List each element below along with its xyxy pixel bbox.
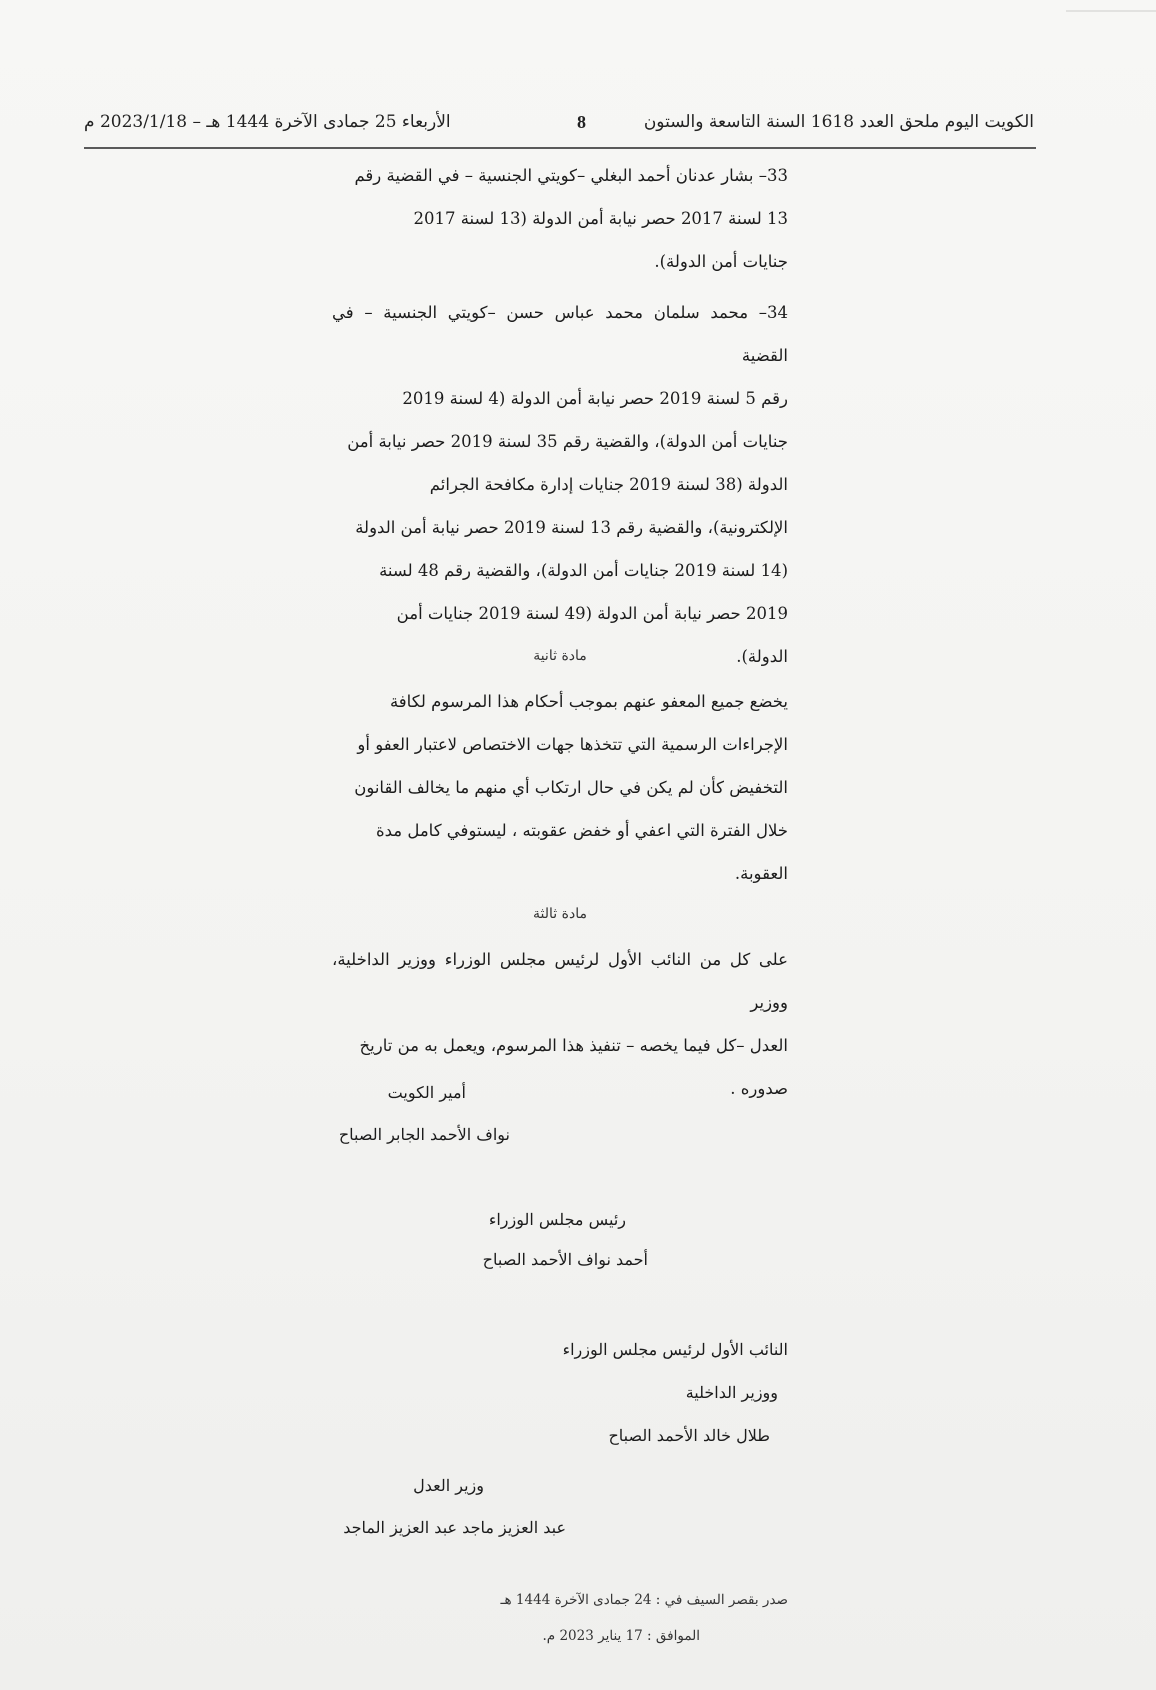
list-item-33 <box>332 154 788 283</box>
list-item-line: 34– محمد سلمان محمد عباس حسن –كويتي الجنسية – في القضية <box>332 303 788 365</box>
article-line: التخفيض كأن لم يكن في حال ارتكاب أي منهم ما يخالف القانون <box>354 778 788 797</box>
article-line: الإجراءات الرسمية التي تتخذها جهات الاختصاص لاعتبار العفو أو <box>357 735 788 754</box>
header-publication: الكويت اليوم ملحق العدد 1618 السنة التاسعة والستون <box>643 112 1034 132</box>
article-3-heading: مادة ثالثة <box>533 906 587 922</box>
article-line: العقوبة. <box>734 864 788 883</box>
list-item-line: جنايات أمن الدولة). <box>654 252 788 271</box>
justice-minister-title: وزير العدل <box>413 1476 484 1495</box>
list-item-line: جنايات أمن الدولة)، والقضية رقم 35 لسنة 2019 حصر نيابة أمن <box>347 432 788 451</box>
list-item-line: (14 لسنة 2019 جنايات أمن الدولة)، والقضية رقم 48 لسنة <box>379 561 788 580</box>
list-item-line: 13 لسنة 2017 حصر نيابة أمن الدولة (13 لسنة 2017 <box>413 209 788 228</box>
article-line: على كل من النائب الأول لرئيس مجلس الوزراء ووزير الداخلية، ووزير <box>332 950 788 1012</box>
article-2-heading: مادة ثانية <box>533 648 587 664</box>
header-page-number: 8 <box>577 112 586 132</box>
article-line: صدوره . <box>730 1079 788 1098</box>
pm-name: أحمد نواف الأحمد الصباح <box>482 1250 648 1269</box>
justice-minister-name: عبد العزيز ماجد عبد العزيز الماجد <box>343 1518 566 1537</box>
article-line: العدل –كل فيما يخصه – تنفيذ هذا المرسوم، ويعمل به من تاريخ <box>359 1036 788 1055</box>
emir-name: نواف الأحمد الجابر الصباح <box>338 1125 510 1144</box>
scan-edge-mark <box>1066 10 1156 12</box>
corresponding-date: الموافق : 17 يناير 2023 م. <box>542 1628 700 1644</box>
header-rule <box>84 147 1036 149</box>
header-date: الأربعاء 25 جمادى الآخرة 1444 هـ – 2023/1/18 م <box>84 112 451 132</box>
list-item-34 <box>332 291 788 678</box>
list-item-line: 33– بشار عدنان أحمد البغلي –كويتي الجنسية – في القضية رقم <box>354 166 788 185</box>
list-item-line: 2019 حصر نيابة أمن الدولة (49 لسنة 2019 جنايات أمن <box>396 604 788 623</box>
deputy-pm-title: النائب الأول لرئيس مجلس الوزراء <box>562 1340 788 1359</box>
list-item-line: الدولة (38 لسنة 2019 جنايات إدارة مكافحة الجرائم <box>429 475 788 494</box>
list-item-line: رقم 5 لسنة 2019 حصر نيابة أمن الدولة (4 لسنة 2019 <box>402 389 788 408</box>
pm-title: رئيس مجلس الوزراء <box>488 1210 626 1229</box>
article-line: يخضع جميع المعفو عنهم بموجب أحكام هذا المرسوم لكافة <box>389 692 788 711</box>
interior-minister-title: ووزير الداخلية <box>685 1383 778 1402</box>
list-item-line: الدولة). <box>736 647 788 666</box>
page-header <box>84 112 1034 144</box>
emir-title: أمير الكويت <box>387 1083 466 1102</box>
deputy-pm-name: طلال خالد الأحمد الصباح <box>608 1426 770 1445</box>
issued-place-date: صدر بقصر السيف في : 24 جمادى الآخرة 1444 هـ <box>500 1592 788 1608</box>
list-item-line: الإلكترونية)، والقضية رقم 13 لسنة 2019 حصر نيابة أمن الدولة <box>355 518 788 537</box>
article-line: خلال الفترة التي اعفي أو خفض عقوبته ، ليستوفي كامل مدة <box>375 821 788 840</box>
article-2-body <box>332 680 788 895</box>
